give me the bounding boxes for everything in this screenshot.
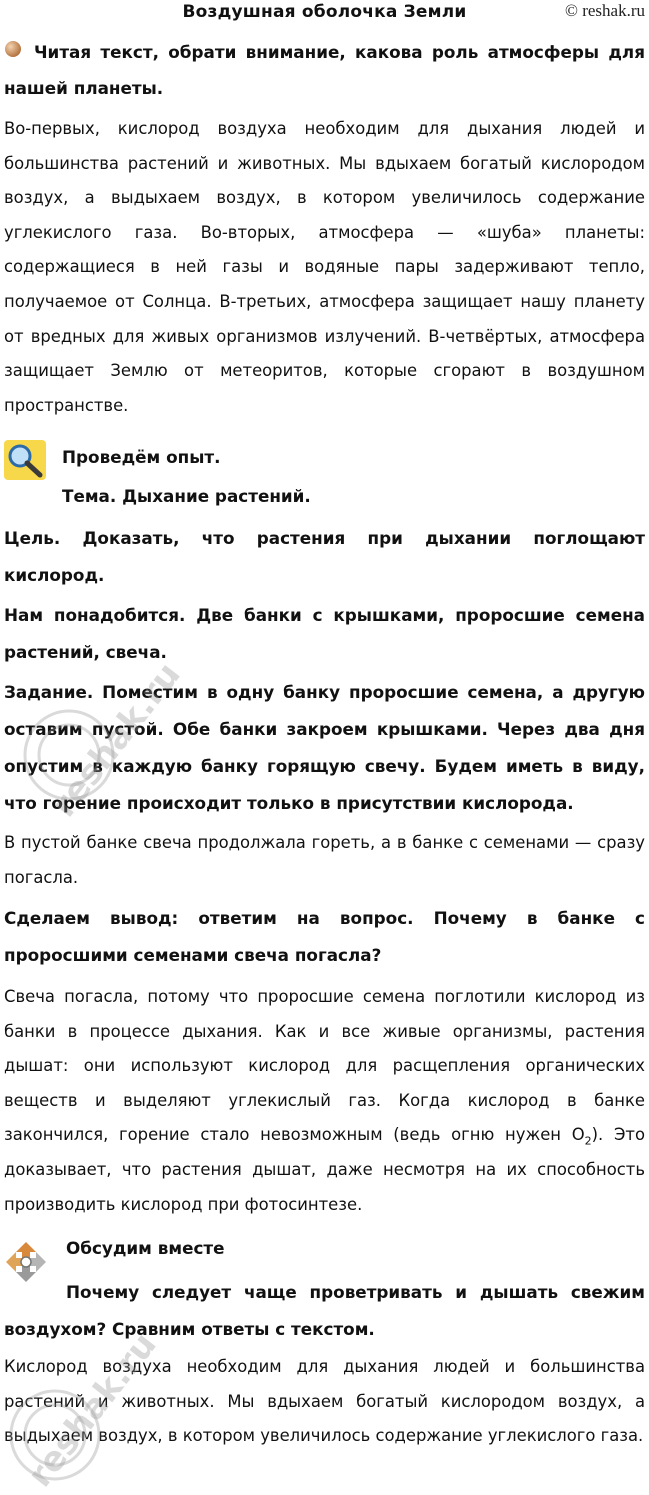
copyright: © reshak.ru <box>565 1 645 20</box>
discuss-heading: Обсудим вместе <box>66 1238 225 1258</box>
discuss-question: Почему следует чаще проветривать и дышать свежим воздухом? Сравним ответы с текстом. <box>4 1282 645 1339</box>
experiment-result: В пустой банке свеча продолжала гореть, а в банке с семенами — сразу погасла. <box>4 833 645 887</box>
watermark-text-1: reshak.ru <box>44 655 189 825</box>
experiment-task: Задание. Поместим в одну банку проросшие семена, а другую оставим пустой. Обе банки закроем крышками. Через два дня опустим в каждую банку горящую свечу. Будем иметь в виду, что горение происходит только в присутствии кислорода. <box>4 682 645 813</box>
experiment-topic: Тема. Дыхание растений. <box>62 486 311 506</box>
discuss-answer: Кислород воздуха необходим для дыхания людей и большинства растений и животных. Мы вдыхаем богатый кислородом воздух, а выдыхаем воздух, в котором увеличилось содержание углекислого газа. <box>4 1357 645 1446</box>
section1-paragraph: Во-первых, кислород воздуха необходим для дыхания людей и большинства растений и животных. Мы вдыхаем богатый кислородом воздух, а выдыхаем воздух, в котором увеличилось содержание углекислого газа. Во-вторых, атмосфера — «шуба» планеты: содержащиеся в ней газы и водяные пары задерживают тепло, получаемое от Солнца. В-третьих, атмосфера защищает нашу планету от вредных для живых организмов излучений. В-четвёртых, атмосфера защищает Землю от метеоритов, которые сгорают в воздушном пространстве. <box>4 119 645 415</box>
watermark-text-2: reshak.ru <box>20 1325 165 1495</box>
magnifier-icon <box>4 440 46 480</box>
experiment-goal: Цель. Доказать, что растения при дыхании поглощают кислород. <box>4 528 645 585</box>
experiment-materials: Нам понадобится. Две банки с крышками, проросшие семена растений, свеча. <box>4 605 645 662</box>
conclusion-answer: Свеча погасла, потому что проросшие семена поглотили кислород из банки в процессе дыхания. Как и все живые организмы, растения дышат: они используют кислород для расщепления органических веществ и выделяют углекислый газ. Когда кислород в банке закончился, горение стало невозможным (ведь огню нужен $O_2$). Это доказывает, что растения дышат, даже несмотря на их способность производить кислород при фотосинтезе. <box>4 987 645 1214</box>
section1-question: Читая текст, обрати внимание, какова роль атмосферы для нашей планеты. <box>4 42 645 98</box>
experiment-heading: Проведём опыт. <box>62 447 221 467</box>
page-title: Воздушная оболочка Земли <box>182 2 467 22</box>
subscript-2: 2 <box>584 1134 592 1148</box>
conclusion-question: Сделаем вывод: ответим на вопрос. Почему в банке с проросшими семенами свеча погасла? <box>4 908 645 965</box>
